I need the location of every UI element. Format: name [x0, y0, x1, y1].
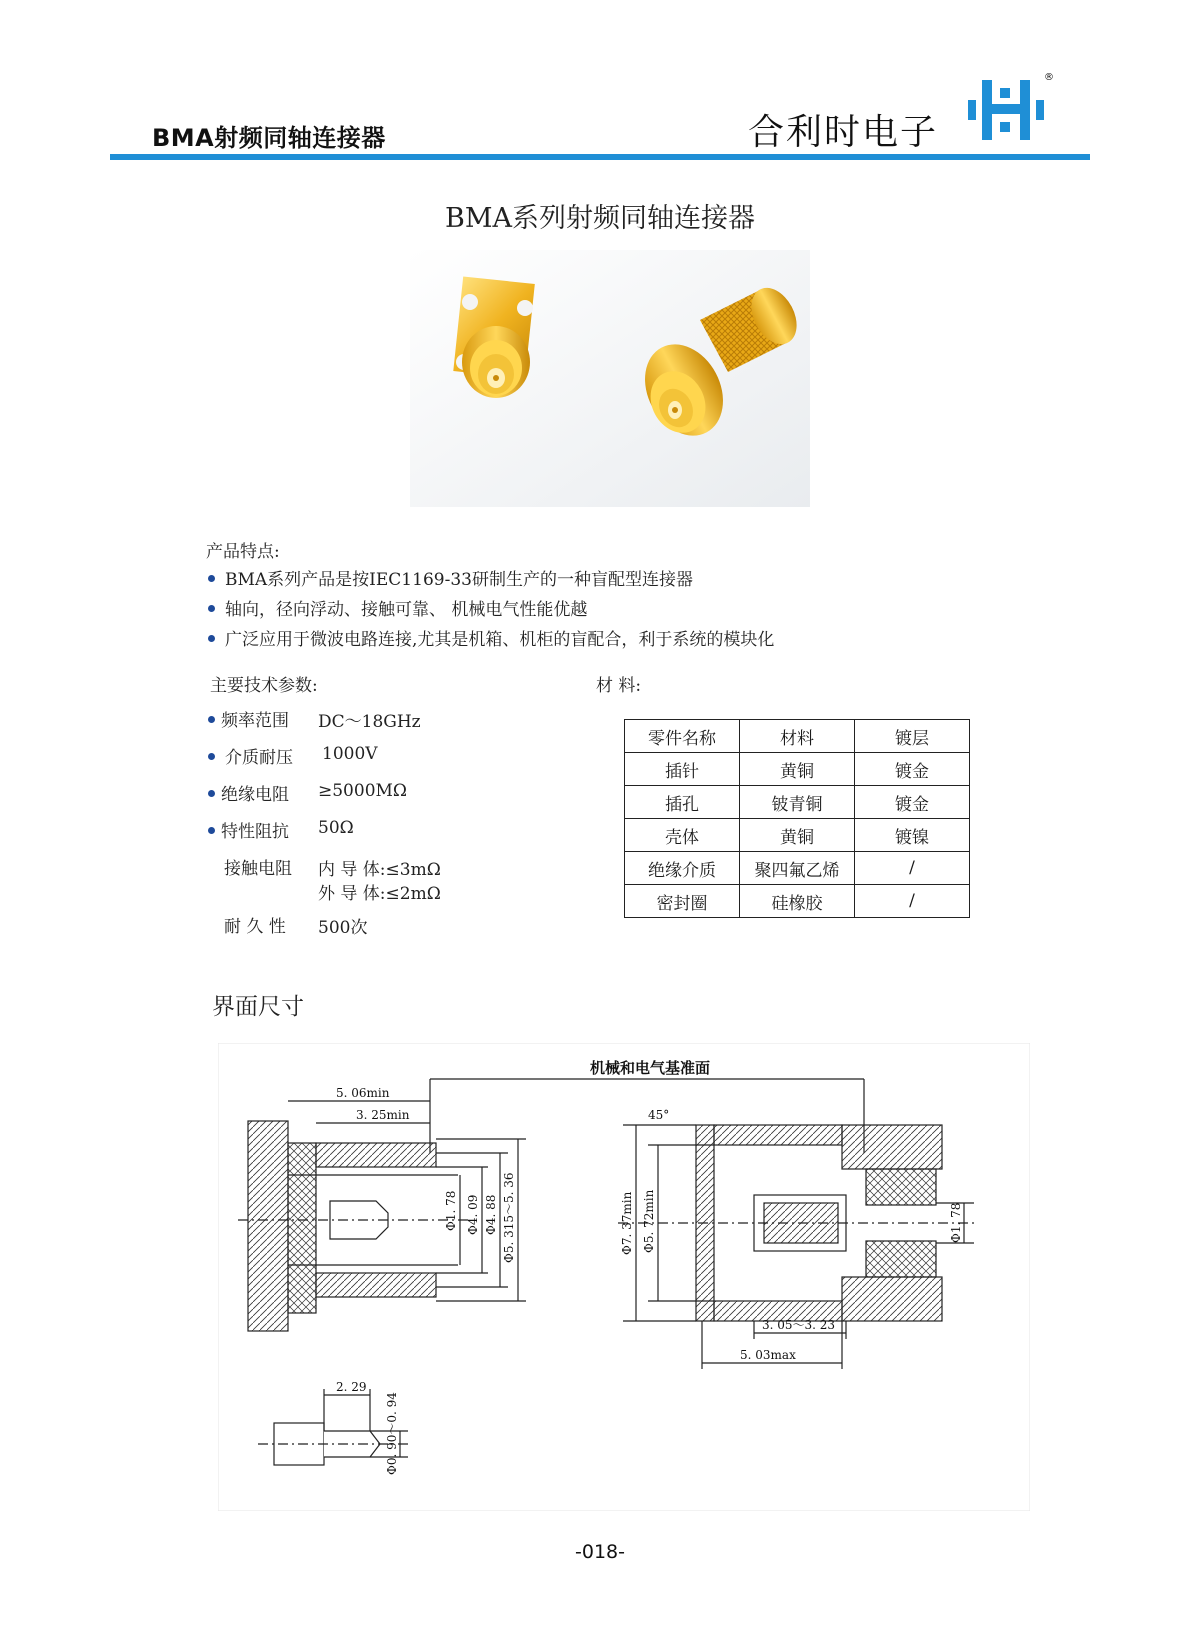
dim-label: 2. 29 — [336, 1380, 367, 1394]
table-cell: 绝缘介质 — [625, 852, 740, 885]
specs-heading: 主要技术参数: — [210, 676, 318, 696]
dim-label: Φ1. 78 — [949, 1202, 963, 1243]
table-cell: 插针 — [625, 753, 740, 786]
product-photo — [410, 250, 810, 507]
bullet-icon — [208, 605, 215, 612]
interface-dimension-drawing — [218, 1043, 1030, 1511]
dim-label: 5. 06min — [336, 1086, 390, 1100]
table-cell: 壳体 — [625, 819, 740, 852]
table-cell: 镀镍 — [855, 819, 970, 852]
spec-voltage-value: 1000V — [322, 744, 378, 764]
spec-inner-conductor: 内 导 体:≤3mΩ — [318, 860, 441, 880]
table-cell: 镀金 — [855, 753, 970, 786]
spec-impedance-value: 50Ω — [318, 818, 354, 838]
table-cell: / — [855, 852, 970, 885]
spec-outer-conductor: 外 导 体:≤2mΩ — [318, 884, 441, 904]
table-cell: / — [855, 885, 970, 918]
table-cell: 密封圈 — [625, 885, 740, 918]
spec-durability: 耐 久 性 — [224, 917, 286, 937]
bullet-icon — [208, 753, 215, 760]
table-cell: 硅橡胶 — [740, 885, 855, 918]
dim-label: 3. 25min — [356, 1108, 410, 1122]
table-cell: 镀金 — [855, 786, 970, 819]
header-rule — [110, 154, 1090, 160]
spec-durability-value: 500次 — [318, 918, 368, 938]
feature-item: 轴向，径向浮动、接触可靠、 机械电气性能优越 — [208, 595, 587, 620]
header-section-title: BMA射频同轴连接器 — [152, 124, 386, 152]
dim-label: Φ4. 88 — [484, 1194, 498, 1235]
registered-mark: ® — [1044, 72, 1054, 83]
page-number: -018- — [575, 1541, 625, 1563]
feature-item: BMA系列产品是按IEC1169-33研制生产的一种盲配型连接器 — [208, 565, 693, 590]
table-row — [625, 819, 970, 852]
dim-label: Φ1. 78 — [444, 1190, 458, 1231]
column-header: 材料 — [740, 720, 855, 753]
materials-table — [624, 719, 970, 918]
spec-impedance: 特性阻抗 — [208, 817, 289, 842]
dim-label: Φ4. 09 — [466, 1194, 480, 1235]
features-heading: 产品特点: — [206, 542, 280, 562]
dim-label: Φ0. 90～0. 94 — [385, 1392, 399, 1475]
table-cell: 聚四氟乙烯 — [740, 852, 855, 885]
bullet-icon — [208, 716, 215, 723]
dimensions-heading: 界面尺寸 — [212, 994, 304, 1020]
table-row — [625, 852, 970, 885]
company-name: 合利时电子 — [748, 112, 939, 153]
table-row — [625, 885, 970, 918]
company-logo-icon — [960, 70, 1056, 150]
table-row — [625, 753, 970, 786]
spec-frequency: 频率范围 — [208, 706, 289, 731]
dim-label: 45° — [648, 1108, 670, 1122]
table-row — [625, 786, 970, 819]
dim-label: 5. 03max — [740, 1348, 796, 1362]
materials-heading: 材 料: — [596, 676, 642, 696]
spec-frequency-value: DC～18GHz — [318, 712, 421, 732]
dim-label: Φ5. 315～5. 36 — [502, 1172, 516, 1263]
bullet-icon — [208, 575, 215, 582]
bullet-icon — [208, 827, 215, 834]
bullet-icon — [208, 790, 215, 797]
page-title: BMA系列射频同轴连接器 — [445, 203, 755, 234]
dim-label: Φ7. 37min — [620, 1191, 634, 1255]
table-cell: 黄铜 — [740, 753, 855, 786]
column-header: 零件名称 — [625, 720, 740, 753]
table-header-row — [625, 720, 970, 753]
spec-insulation: 绝缘电阻 — [208, 780, 289, 805]
table-cell: 黄铜 — [740, 819, 855, 852]
bullet-icon — [208, 635, 215, 642]
spec-insulation-value: ≥5000MΩ — [318, 781, 408, 801]
column-header: 镀层 — [855, 720, 970, 753]
dim-label: Φ5. 72min — [642, 1189, 656, 1253]
feature-item: 广泛应用于微波电路连接,尤其是机箱、机柜的盲配合，利于系统的模块化 — [208, 625, 774, 650]
dim-label: 3. 05～3. 23 — [762, 1318, 836, 1332]
table-cell: 铍青铜 — [740, 786, 855, 819]
spec-contact-resistance: 接触电阻 — [224, 859, 292, 879]
table-cell: 插孔 — [625, 786, 740, 819]
drawing-title: 机械和电气基准面 — [590, 1059, 711, 1077]
spec-voltage: 介质耐压 — [208, 743, 293, 768]
